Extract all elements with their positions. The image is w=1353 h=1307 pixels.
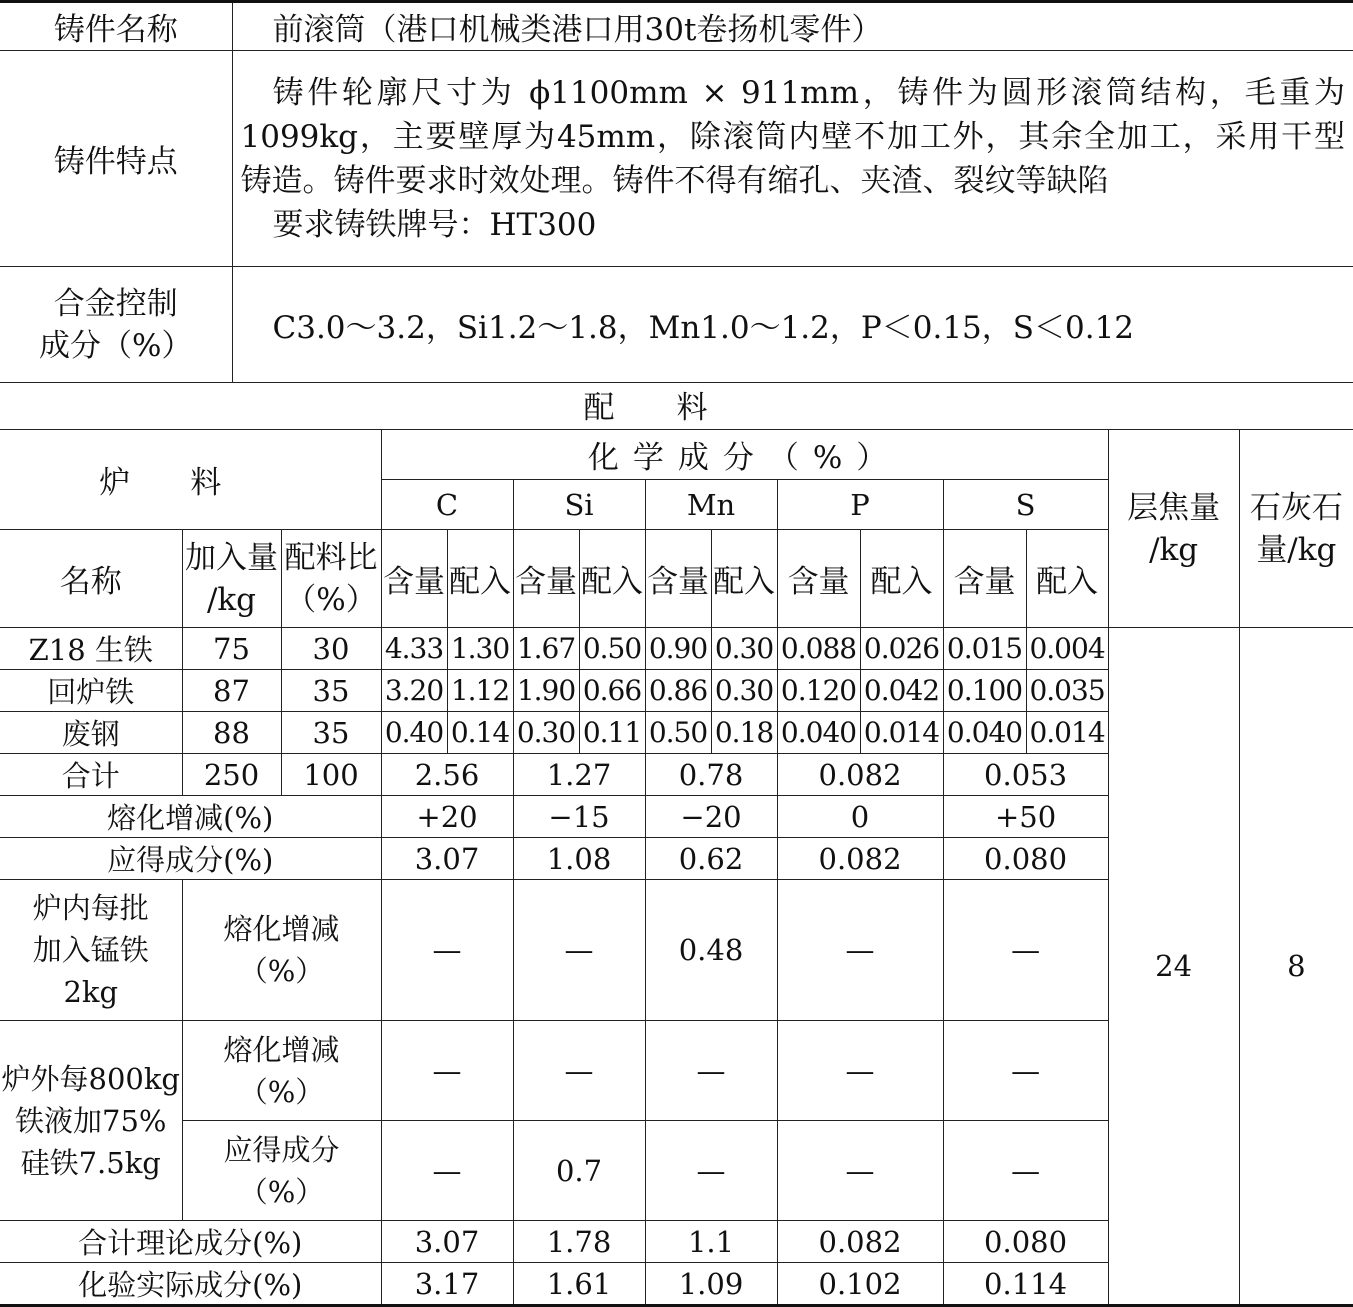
theory-c: 3.07 [381, 1221, 513, 1263]
cell: 0.86 [645, 670, 711, 712]
cell: 0.100 [943, 670, 1026, 712]
amount-header [182, 530, 281, 628]
limestone-value: 8 [1239, 628, 1353, 1306]
furnace-out-label-line-2: 铁液加75% [15, 1103, 167, 1138]
cell: 0.90 [645, 628, 711, 670]
alloy-value: C3.0～3.2，Si1.2～1.8，Mn1.0～1.2，P＜0.15，S＜0.12 [232, 267, 1353, 383]
feature-line-2: 1099kg，主要壁厚为45mm，除滚筒内壁不加工外，其余全加工，采用干型 [240, 118, 1345, 155]
feature-line-4: 要求铸铁牌号：HT300 [272, 206, 597, 243]
actual-s: 0.114 [943, 1263, 1108, 1306]
furnace-out-sub1-mn: — [645, 1021, 777, 1121]
furnace-in-label-line-3: 2kg [63, 975, 119, 1009]
melt-change-label: 熔化增减(%) [0, 796, 381, 838]
furnace-out-sub2-mn: — [645, 1121, 777, 1221]
ratio-header [281, 530, 381, 628]
c-content-header: 含量 [381, 530, 447, 628]
theory-si: 1.78 [513, 1221, 645, 1263]
c-added-header: 配入 [447, 530, 513, 628]
amount-header-line-2: /kg [206, 581, 257, 618]
furnace-out-sub1-s: — [943, 1021, 1108, 1121]
mn-added-header: 配入 [711, 530, 777, 628]
furnace-out-sub2-c: — [381, 1121, 513, 1221]
chem-header: 化学成分（%） [381, 430, 1108, 480]
expected-s: 0.080 [943, 838, 1108, 880]
cell: 1.67 [513, 628, 579, 670]
furnace-out-label-line-1: 炉外每800kg [1, 1061, 180, 1096]
cell: 0.026 [860, 628, 943, 670]
charge-mix-table [0, 429, 1353, 1307]
p-content-header: 含量 [777, 530, 860, 628]
coke-header [1108, 430, 1239, 628]
cell: 0.18 [711, 712, 777, 754]
alloy-label [0, 267, 232, 383]
furnace-in-sub-label [182, 880, 381, 1021]
furnace-in-sub-label-line-1: 熔化增减 [223, 912, 340, 946]
melt-change-p: 0 [777, 796, 943, 838]
cell: 0.014 [860, 712, 943, 754]
s-content-header: 含量 [943, 530, 1026, 628]
cell: 0.004 [1026, 628, 1108, 670]
furnace-in-c: — [381, 880, 513, 1021]
cell: 0.14 [447, 712, 513, 754]
cell: 1.12 [447, 670, 513, 712]
melt-change-c: +20 [381, 796, 513, 838]
actual-si: 1.61 [513, 1263, 645, 1306]
total-mn: 0.78 [645, 754, 777, 796]
total-si: 1.27 [513, 754, 645, 796]
casting-info-table [0, 0, 1353, 383]
cell: 4.33 [381, 628, 447, 670]
cell: 3.20 [381, 670, 447, 712]
expected-label: 应得成分(%) [0, 838, 381, 880]
furnace-out-sub1-p: — [777, 1021, 943, 1121]
coke-header-line-1: 层焦量 [1127, 489, 1221, 526]
furnace-out-sub1-si: — [513, 1021, 645, 1121]
furnace-in-p: — [777, 880, 943, 1021]
expected-mn: 0.62 [645, 838, 777, 880]
furnace-out-sub1-label-line-1: 熔化增减 [223, 1032, 340, 1067]
row-name: Z18 生铁 [0, 628, 182, 670]
furnace-out-label-line-3: 硅铁7.5kg [20, 1145, 161, 1180]
furnace-in-label [0, 880, 182, 1021]
si-content-header: 含量 [513, 530, 579, 628]
ratio-header-line-1: 配料比 [284, 539, 378, 576]
theory-s: 0.080 [943, 1221, 1108, 1263]
charge-header: 炉料 [0, 430, 381, 530]
expected-si: 1.08 [513, 838, 645, 880]
total-label: 合计 [0, 754, 182, 796]
furnace-out-sub2-s: — [943, 1121, 1108, 1221]
element-mn: Mn [645, 480, 777, 530]
alloy-label-line-1: 合金控制 [53, 285, 178, 322]
cell: 0.66 [579, 670, 645, 712]
table-row [0, 628, 1353, 670]
ratio-header-line-2: （%） [285, 581, 377, 618]
cell: 0.120 [777, 670, 860, 712]
casting-feature-label: 铸件特点 [0, 51, 232, 267]
si-added-header: 配入 [579, 530, 645, 628]
furnace-out-sub1-label-line-2: （%） [238, 1074, 325, 1109]
furnace-in-label-line-1: 炉内每批 [32, 891, 149, 925]
furnace-in-mn: 0.48 [645, 880, 777, 1021]
actual-c: 3.17 [381, 1263, 513, 1306]
furnace-in-s: — [943, 880, 1108, 1021]
cell: 1.90 [513, 670, 579, 712]
furnace-out-sub2-label [182, 1121, 381, 1221]
total-p: 0.082 [777, 754, 943, 796]
limestone-header [1239, 430, 1353, 628]
casting-feature-text [232, 51, 1353, 267]
limestone-header-line-1: 石灰石 [1249, 489, 1343, 526]
p-added-header: 配入 [860, 530, 943, 628]
actual-mn: 1.09 [645, 1263, 777, 1306]
theory-p: 0.082 [777, 1221, 943, 1263]
casting-name-label: 铸件名称 [0, 2, 232, 51]
row-name: 废钢 [0, 712, 182, 754]
cell: 1.30 [447, 628, 513, 670]
row-ratio: 35 [281, 712, 381, 754]
furnace-out-sub2-label-line-2: （%） [238, 1174, 325, 1209]
cell: 0.30 [513, 712, 579, 754]
melt-change-mn: −20 [645, 796, 777, 838]
furnace-out-sub2-p: — [777, 1121, 943, 1221]
actual-p: 0.102 [777, 1263, 943, 1306]
s-added-header: 配入 [1026, 530, 1108, 628]
melt-change-si: −15 [513, 796, 645, 838]
mn-content-header: 含量 [645, 530, 711, 628]
cell: 0.50 [645, 712, 711, 754]
section-title: 配料 [583, 390, 770, 426]
theory-label: 合计理论成分(%) [0, 1221, 381, 1263]
furnace-out-sub1-label [182, 1021, 381, 1121]
feature-line-3: 铸造。铸件要求时效处理。铸件不得有缩孔、夹渣、裂纹等缺陷 [240, 162, 1109, 199]
furnace-in-label-line-2: 加入锰铁 [32, 933, 149, 967]
cell: 0.014 [1026, 712, 1108, 754]
cell: 0.30 [711, 628, 777, 670]
limestone-header-line-2: 量/kg [1256, 531, 1337, 568]
furnace-out-sub2-label-line-1: 应得成分 [223, 1132, 340, 1167]
cell: 0.040 [777, 712, 860, 754]
row-ratio: 30 [281, 628, 381, 670]
coke-header-line-2: /kg [1149, 531, 1199, 568]
furnace-out-sub1-c: — [381, 1021, 513, 1121]
element-s: S [943, 480, 1108, 530]
feature-line-1: 铸件轮廓尺寸为 ϕ1100mm × 911mm，铸件为圆形滚筒结构，毛重为 [272, 74, 1345, 111]
total-s: 0.053 [943, 754, 1108, 796]
furnace-out-label [0, 1021, 182, 1221]
theory-mn: 1.1 [645, 1221, 777, 1263]
row-amount: 88 [182, 712, 281, 754]
row-amount: 87 [182, 670, 281, 712]
furnace-out-sub2-si: 0.7 [513, 1121, 645, 1221]
melt-change-s: +50 [943, 796, 1108, 838]
furnace-in-sub-label-line-2: （%） [238, 954, 325, 988]
cell: 0.11 [579, 712, 645, 754]
expected-c: 3.07 [381, 838, 513, 880]
cell: 0.40 [381, 712, 447, 754]
amount-header-line-1: 加入量 [185, 539, 278, 576]
name-header: 名称 [0, 530, 182, 628]
actual-label: 化验实际成分(%) [0, 1263, 381, 1306]
cell: 0.035 [1026, 670, 1108, 712]
total-ratio: 100 [281, 754, 381, 796]
furnace-in-si: — [513, 880, 645, 1021]
alloy-label-line-2: 成分（%） [39, 327, 193, 364]
coke-value: 24 [1108, 628, 1239, 1306]
total-amount: 250 [182, 754, 281, 796]
cell: 0.30 [711, 670, 777, 712]
cell: 0.042 [860, 670, 943, 712]
expected-p: 0.082 [777, 838, 943, 880]
row-amount: 75 [182, 628, 281, 670]
element-si: Si [513, 480, 645, 530]
total-c: 2.56 [381, 754, 513, 796]
row-ratio: 35 [281, 670, 381, 712]
element-p: P [777, 480, 943, 530]
cell: 0.040 [943, 712, 1026, 754]
cell: 0.015 [943, 628, 1026, 670]
element-c: C [381, 480, 513, 530]
casting-name-value: 前滚筒（港口机械类港口用30t卷扬机零件） [232, 2, 1353, 51]
cell: 0.50 [579, 628, 645, 670]
cell: 0.088 [777, 628, 860, 670]
row-name: 回炉铁 [0, 670, 182, 712]
